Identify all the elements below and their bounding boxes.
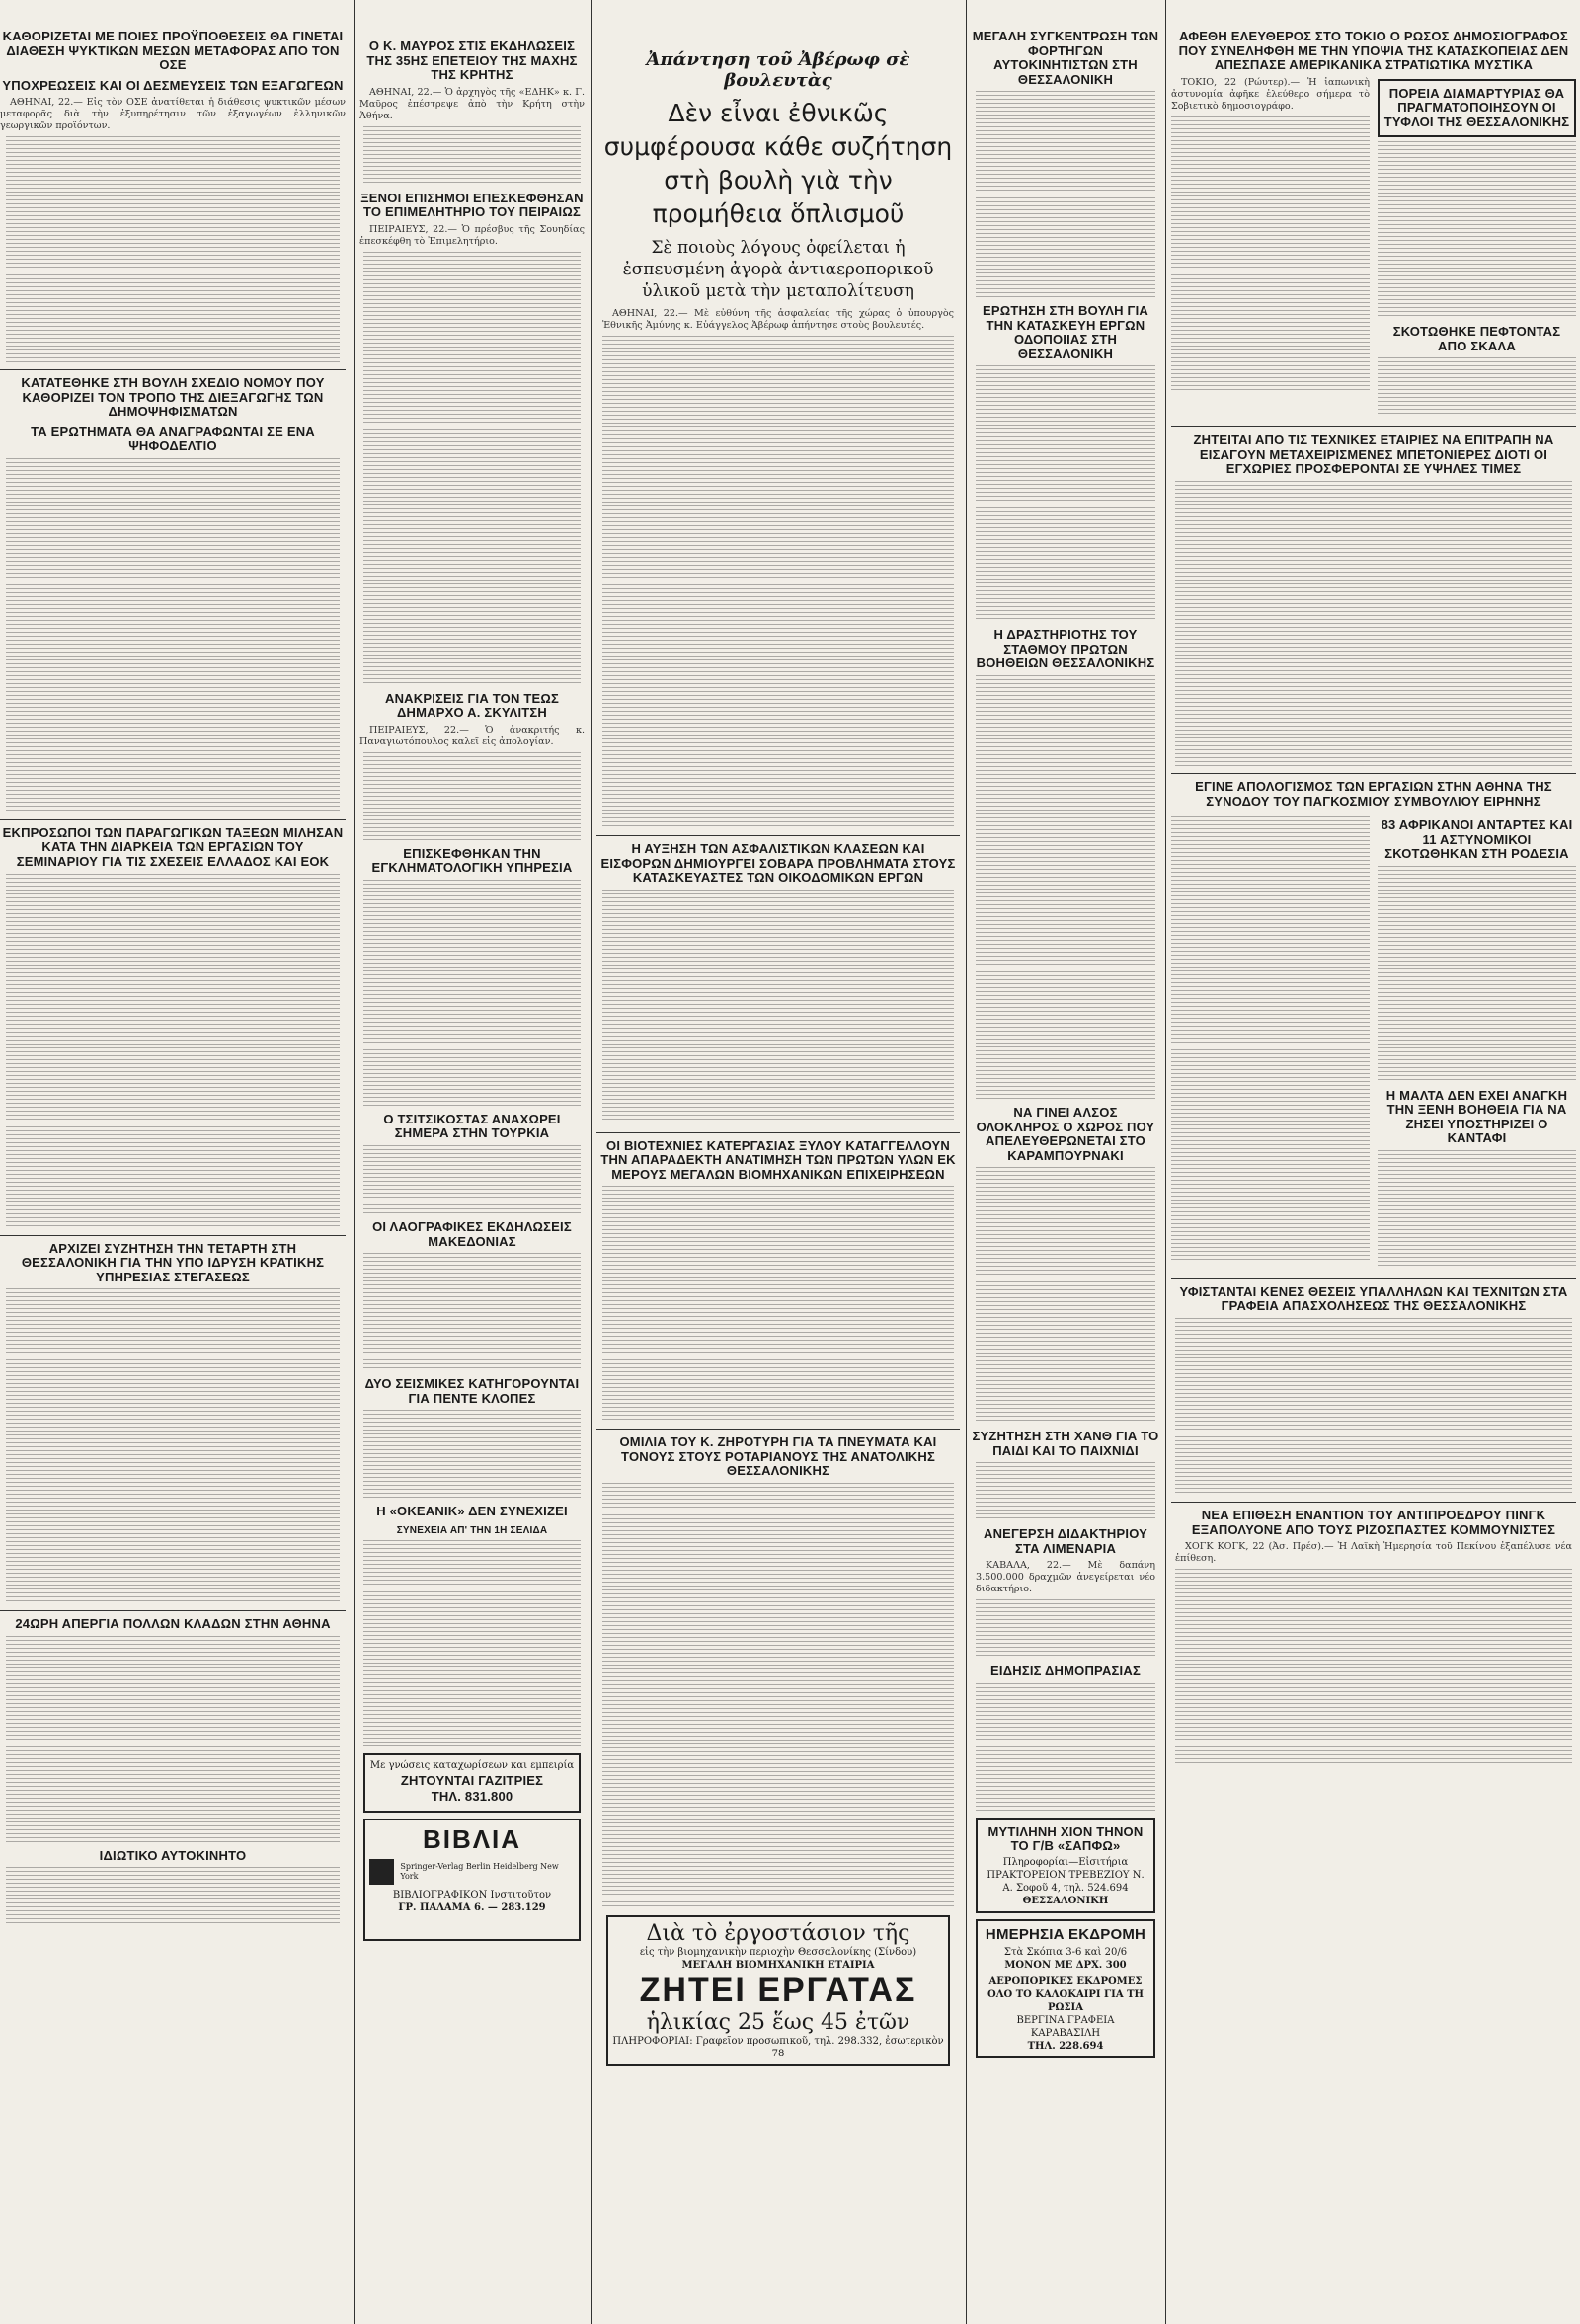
text-block bbox=[6, 874, 340, 1229]
text-block bbox=[1175, 481, 1572, 767]
text-block bbox=[363, 880, 581, 1107]
article-headline: ΞΕΝΟΙ ΕΠΙΣΗΜΟΙ ΕΠΕΣΚΕΦΘΗΣΑΝ ΤΟ ΕΠΙΜΕΛΗΤΗΡΙΟ ΤΟΥ ΠΕΙΡΑΙΩΣ bbox=[360, 190, 584, 220]
text-block bbox=[363, 1410, 581, 1499]
article-headline: 24ΩΡΗ ΑΠΕΡΓΙΑ ΠΟΛΛΩΝ ΚΛΑΔΩΝ ΣΤΗΝ ΑΘΗΝΑ bbox=[15, 1616, 331, 1632]
text-block bbox=[6, 1636, 340, 1843]
article-headline: ΣΥΖΗΤΗΣΗ ΣΤΗ ΧΑΝΘ ΓΙΑ ΤΟ ΠΑΙΔΙ ΚΑΙ ΤΟ ΠΑΙΧΝΙΔΙ bbox=[972, 1429, 1159, 1458]
publisher-logo-icon bbox=[369, 1859, 394, 1885]
main-headline: Δὲν εἶναι ἐθνικῶς συμφέρουσα κάθε συζήτηση στὴ βουλὴ γιὰ τὴν προμήθεια ὅπλισμοῦ bbox=[603, 99, 953, 228]
text-block bbox=[1171, 816, 1370, 1261]
text-block bbox=[363, 252, 581, 686]
article-body: ΠΕΙΡΑΙΕΥΣ, 22.— Ὁ ἀνακριτής κ. Παναγιωτόπουλος καλεῖ εἰς ἀπολογίαν. bbox=[359, 724, 585, 747]
column-2 bbox=[359, 0, 585, 1947]
highlight-box: ΠΟΡΕΙΑ ΔΙΑΜΑΡΤΥΡΙΑΣ ΘΑ ΠΡΑΓΜΑΤΟΠΟΙΗΣΟΥΝ ΟΙ ΤΥΦΛΟΙ ΤΗΣ ΘΕΣΣΑΛΟΝΙΚΗΣ bbox=[1378, 79, 1576, 138]
text-block bbox=[1378, 141, 1576, 319]
text-block bbox=[1175, 1318, 1572, 1496]
article-body: ΚΑΒΑΛΑ, 22.— Μὲ δαπάνη 3.500.000 δραχμῶν ἀνεγείρεται νέο διδακτήριο. bbox=[976, 1560, 1155, 1595]
text-block bbox=[6, 1288, 340, 1604]
article-subheadline: ΤΑ ΕΡΩΤΗΜΑΤΑ ΘΑ ΑΝΑΓΡΑΦΩΝΤΑΙ ΣΕ ΕΝΑ ΨΗΦΟΔΕΛΤΙΟ bbox=[31, 424, 315, 454]
text-block bbox=[363, 126, 581, 186]
column-1 bbox=[0, 0, 346, 1930]
text-block bbox=[363, 1253, 581, 1371]
column-rule bbox=[1165, 0, 1166, 2324]
article-headline: ΜΕΓΑΛΗ ΣΥΓΚΕΝΤΡΩΣΗ ΤΩΝ ΦΟΡΤΗΓΩΝ ΑΥΤΟΚΙΝΗΤΙΣΤΩΝ ΣΤΗ ΘΕΣΣΑΛΟΝΙΚΗ bbox=[972, 29, 1159, 87]
text-block bbox=[976, 365, 1155, 622]
article-headline: ΔΥΟ ΣΕΙΣΜΙΚΕΣ ΚΑΤΗΓΟΡΟΥΝΤΑΙ ΓΙΑ ΠΕΝΤΕ ΚΛΟΠΕΣ bbox=[364, 1376, 580, 1406]
text-block bbox=[976, 1462, 1155, 1521]
article-headline: ΕΓΙΝΕ ΑΠΟΛΟΓΙΣΜΟΣ ΤΩΝ ΕΡΓΑΣΙΩΝ ΣΤΗΝ ΑΘΗΝΑ ΤΗΣ ΣΥΝΟΔΟΥ ΤΟΥ ΠΑΓΚΟΣΜΙΟΥ ΣΥΜΒΟΥΛΙΟΥ ΕΙΡΗΝΗΣ bbox=[1195, 779, 1552, 809]
text-block bbox=[602, 890, 954, 1126]
text-block bbox=[976, 1167, 1155, 1424]
article-body: ΑΘΗΝΑΙ, 22.— Εἰς τὸν ΟΣΕ ἀνατίθεται ἡ διάθεσις ψυκτικῶν μέσων μεταφορᾶς διὰ τὴν ἐξυπηρέτησιν τῶν ἐξαγωγέων ἑλληνικῶν γεωργικῶν προϊόντων. bbox=[0, 97, 346, 132]
text-block bbox=[6, 136, 340, 363]
article-headline: ΑΝΑΚΡΙΣΕΙΣ ΓΙΑ ΤΟΝ ΤΕΩΣ ΔΗΜΑΡΧΟ Α. ΣΚΥΛΙΤΣΗ bbox=[384, 690, 559, 721]
article-kicker: Ἀπάντηση τοῦ Ἀβέρωφ σὲ βουλευτὰς bbox=[646, 49, 910, 91]
article-headline: ΑΡΧΙΖΕΙ ΣΥΖΗΤΗΣΗ ΤΗΝ ΤΕΤΑΡΤΗ ΣΤΗ ΘΕΣΣΑΛΟΝΙΚΗ ΓΙΑ ΤΗΝ ΥΠΟ ΙΔΡΥΣΗ ΚΡΑΤΙΚΗΣ ΥΠΗΡΕΣΙΑΣ ΣΤΕΓΑΣΕΩΣ bbox=[21, 1240, 325, 1284]
job-ad-title: ΖΗΤΕΙ ΕΡΓΑΤΑΣ bbox=[639, 1971, 917, 2009]
classified-ad: ΒΙΒΛΙΑ Springer-Verlag Berlin Heidelberg New York ΒΙΒΛΙΟΓΡΑΦΙΚΟΝ Ινστιτοῦτον ΓΡ. ΠΑΛΑΜΑ 6. — 283.129 bbox=[363, 1819, 581, 1941]
text-block bbox=[6, 458, 340, 813]
article-headline: ΟΙ ΒΙΟΤΕΧΝΙΕΣ ΚΑΤΕΡΓΑΣΙΑΣ ΞΥΛΟΥ ΚΑΤΑΓΓΕΛΛΟΥΝ ΤΗΝ ΑΠΑΡΑΔΕΚΤΗ ΑΝΑΤΙΜΗΣΗ ΤΩΝ ΠΡΩΤΩΝ ΥΛΩΝ ΕΚ ΜΕΡΟΥΣ ΜΕΓΑΛΩΝ ΒΙΟΜΗΧΑΝΙΚΩΝ ΕΠΙΧΕΙΡΗΣΕΩΝ bbox=[600, 1137, 956, 1182]
text-block bbox=[363, 1145, 581, 1214]
article-headline: Η ΑΥΞΗΣΗ ΤΩΝ ΑΣΦΑΛΙΣΤΙΚΩΝ ΚΛΑΣΕΩΝ ΚΑΙ ΕΙΣΦΟΡΩΝ ΔΗΜΙΟΥΡΓΕΙ ΣΟΒΑΡΑ ΠΡΟΒΛΗΜΑΤΑ ΣΤΟΥΣ ΚΑΤΑΣΚΕΥΑΣΤΕΣ ΤΩΝ ΟΙΚΟΔΟΜΙΚΩΝ ΕΡΓΩΝ bbox=[600, 841, 956, 886]
article-headline: ΕΚΠΡΟΣΩΠΟΙ ΤΩΝ ΠΑΡΑΓΩΓΙΚΩΝ ΤΑΞΕΩΝ ΜΙΛΗΣΑΝ ΚΑΤΑ ΤΗΝ ΔΙΑΡΚΕΙΑ ΤΩΝ ΕΡΓΑΣΙΩΝ ΤΟΥ ΣΕΜΙΝΑΡΙΟΥ ΓΙΑ ΤΙΣ ΣΧΕΣΕΙΣ ΕΛΛΑΔΟΣ ΚΑΙ ΕΟΚ bbox=[2, 824, 344, 870]
article-body: ΧΟΓΚ ΚΟΓΚ, 22 (Ἀσ. Πρέσ).— Ἡ Λαϊκὴ Ἡμερησία τοῦ Πεκίνου ἐξαπέλυσε νέα ἐπίθεση. bbox=[1175, 1541, 1572, 1565]
article-headline: ΣΚΟΤΩΘΗΚΕ ΠΕΦΤΟΝΤΑΣ ΑΠΟ ΣΚΑΛΑ bbox=[1392, 324, 1561, 353]
column-3 bbox=[596, 0, 960, 2074]
text-block bbox=[1378, 866, 1576, 1083]
article-body: ΑΘΗΝΑΙ, 22.— Μὲ εὐθύνη τῆς ἀσφαλείας τῆς χώρας ὁ ὑπουργὸς Ἐθνικῆς Ἀμύνης κ. Εὐάγγελος Ἀβέρωφ ἀπήντησε στοὺς βουλευτές. bbox=[602, 308, 954, 331]
article-headline: 83 ΑΦΡΙΚΑΝΟΙ ΑΝΤΑΡΤΕΣ ΚΑΙ 11 ΑΣΤΥΝΟΜΙΚΟΙ ΣΚΟΤΩΘΗΚΑΝ ΣΤΗ ΡΟΔΕΣΙΑ bbox=[1381, 817, 1573, 862]
column-rule bbox=[591, 0, 592, 2324]
article-headline: ΚΑΘΟΡΙΖΕΤΑΙ ΜΕ ΠΟΙΕΣ ΠΡΟΫΠΟΘΕΣΕΙΣ ΘΑ ΓΙΝΕΤΑΙ ΔΙΑΘΕΣΗ ΨΥΚΤΙΚΩΝ ΜΕΣΩΝ ΜΕΤΑΦΟΡΑΣ ΑΠΟ ΤΟΝ ΟΣΕ bbox=[2, 29, 344, 73]
article-headline: ΖΗΤΕΙΤΑΙ ΑΠΟ ΤΙΣ ΤΕΧΝΙΚΕΣ ΕΤΑΙΡΙΕΣ ΝΑ ΕΠΙΤΡΑΠΗ ΝΑ ΕΙΣΑΓΟΥΝ ΜΕΤΑΧΕΙΡΙΣΜΕΝΕΣ ΜΠΕΤΟΝΙΕΡΕΣ ΔΙΟΤΙ ΟΙ ΕΓΧΩΡΙΕΣ ΠΡΟΣΦΕΡΟΝΤΑΙ ΣΕ ΥΨΗΛΕΣ ΤΙΜΕΣ bbox=[1193, 432, 1554, 477]
article-headline: Η ΜΑΛΤΑ ΔΕΝ ΕΧΕΙ ΑΝΑΓΚΗ ΤΗΝ ΞΕΝΗ ΒΟΗΘΕΙΑ ΓΙΑ ΝΑ ΖΗΣΕΙ ΥΠΟΣΤΗΡΙΖΕΙ Ο ΚΑΝΤΑΦΙ bbox=[1385, 1087, 1568, 1146]
article-headline: ΚΑΤΑΤΕΘΗΚΕ ΣΤΗ ΒΟΥΛΗ ΣΧΕΔΙΟ ΝΟΜΟΥ ΠΟΥ ΚΑΘΟΡΙΖΕΙ ΤΟΝ ΤΡΟΠΟ ΤΗΣ ΔΙΕΞΑΓΩΓΗΣ ΤΩΝ ΔΗΜΟΨΗΦΙΣΜΑΤΩΝ bbox=[21, 375, 325, 420]
article-headline: ΕΠΙΣΚΕΦΘΗΚΑΝ ΤΗΝ ΕΓΚΛΗΜΑΤΟΛΟΓΙΚΗ ΥΠΗΡΕΣΙΑ bbox=[371, 845, 573, 876]
text-block bbox=[976, 91, 1155, 298]
article-subheadline: ΥΠΟΧΡΕΩΣΕΙΣ ΚΑΙ ΟΙ ΔΕΣΜΕΥΣΕΙΣ ΤΩΝ ΕΞΑΓΩΓΕΩΝ bbox=[2, 77, 344, 93]
travel-ad: ΜΥΤΙΛΗΝΗ ΧΙΟΝ ΤΗΝΟΝ ΤΟ Γ/Β «ΣΑΠΦΩ» Πληροφορίαι—Εἰσιτήρια ΠΡΑΚΤΟΡΕΙΟΝ ΤΡΕΒΕΖΙΟΥ Ν. Α. Σοφοῦ 4, τηλ. 524.694 ΘΕΣΣΑΛΟΝΙΚΗ bbox=[976, 1818, 1155, 1913]
text-block bbox=[976, 1683, 1155, 1812]
article-headline: ΑΝΕΓΕΡΣΗ ΔΙΔΑΚΤΗΡΙΟΥ ΣΤΑ ΛΙΜΕΝΑΡΙΑ bbox=[983, 1526, 1148, 1556]
job-ad: Διὰ τὸ ἐργοστάσιον τῆς εἰς τὴν βιομηχανικὴν περιοχὴν Θεσσαλονίκης (Σίνδου) ΜΕΓΑΛΗ ΒΙΟΜΗΧΑΝΙΚΗ ΕΤΑΙΡΙΑ ΖΗΤΕΙ ΕΡΓΑΤΑΣ ἡλικίας 25 ἕως 45 ἐτῶν ΠΛΗΡΟΦΟΡΙΑΙ: Γραφεῖον προσωπικοῦ, τηλ. 298.332, ἐσωτερικὸν 78 bbox=[606, 1915, 950, 2066]
article-headline: Η «ΟΚΕΑΝΙΚ» ΔΕΝ ΣΥΝΕΧΙΖΕΙ bbox=[376, 1504, 568, 1519]
article-headline: ΙΔΙΩΤΙΚΟ ΑΥΤΟΚΙΝΗΤΟ bbox=[99, 1847, 247, 1863]
text-block bbox=[6, 1867, 340, 1926]
article-headline: ΝΑ ΓΙΝΕΙ ΑΛΣΟΣ ΟΛΟΚΛΗΡΟΣ Ο ΧΩΡΟΣ ΠΟΥ ΑΠΕΛΕΥΘΕΡΩΝΕΤΑΙ ΣΤΟ ΚΑΡΑΜΠΟΥΡΝΑΚΙ bbox=[976, 1105, 1155, 1163]
article-headline: ΟΙ ΛΑΟΓΡΑΦΙΚΕΣ ΕΚΔΗΛΩΣΕΙΣ ΜΑΚΕΔΟΝΙΑΣ bbox=[372, 1219, 572, 1249]
text-block bbox=[976, 1599, 1155, 1659]
text-block bbox=[1378, 357, 1576, 417]
article-body: ΤΟΚΙΟ, 22 (Ρώυτερ).— Ἡ ἰαπωνικὴ ἀστυνομία ἀφῆκε ἐλεύθερο σήμερα τὸ Σοβιετικὸ δημοσιογράφο. bbox=[1171, 76, 1370, 112]
text-block bbox=[1175, 1569, 1572, 1766]
classified-ad: Με γνώσεις καταχωρίσεων και εμπειρία ΖΗΤΟΥΝΤΑΙ ΓΑΖΙΤΡΙΕΣ ΤΗΛ. 831.800 bbox=[363, 1753, 581, 1813]
article-headline: Ο ΤΣΙΤΣΙΚΟΣΤΑΣ ΑΝΑΧΩΡΕΙ ΣΗΜΕΡΑ ΣΤΗΝ ΤΟΥΡΚΙΑ bbox=[383, 1111, 561, 1141]
text-block bbox=[363, 752, 581, 841]
article-headline: ΝΕΑ ΕΠΙΘΕΣΗ ΕΝΑΝΤΙΟΝ ΤΟΥ ΑΝΤΙΠΡΟΕΔΡΟΥ ΠΙΝΓΚ ΕΞΑΠΟΛΥΟΝΕ ΑΠΟ ΤΟΥΣ ΡΙΖΟΣΠΑΣΤΕΣ ΚΟΜΜΟΥΝΙΣΤΕΣ bbox=[1191, 1508, 1556, 1537]
text-block bbox=[602, 1483, 954, 1907]
text-block bbox=[1378, 1150, 1576, 1269]
article-subheadline: ΣΥΝΕΧΕΙΑ ΑΠ' ΤΗΝ 1Η ΣΕΛΙΔΑ bbox=[396, 1524, 548, 1536]
article-headline: ΟΜΙΛΙΑ ΤΟΥ Κ. ΖΗΡΟΤΥΡΗ ΓΙΑ ΤΑ ΠΝΕΥΜΑΤΑ ΚΑΙ ΤΟΝΟΥΣ ΣΤΟΥΣ ΡΟΤΑΡΙΑΝΟΥΣ ΤΗΣ ΑΝΑΤΟΛΙΚΗΣ ΘΕΣΣΑΛΟΝΙΚΗΣ bbox=[619, 1434, 937, 1479]
column-4 bbox=[972, 0, 1159, 2064]
text-block bbox=[363, 1540, 581, 1747]
article-headline: ΥΦΙΣΤΑΝΤΑΙ ΚΕΝΕΣ ΘΕΣΕΙΣ ΥΠΑΛΛΗΛΩΝ ΚΑΙ ΤΕΧΝΙΤΩΝ ΣΤΑ ΓΡΑΦΕΙΑ ΑΠΑΣΧΟΛΗΣΕΩΣ ΤΗΣ ΘΕΣΣΑΛΟΝΙΚΗΣ bbox=[1179, 1283, 1568, 1314]
article-deck: Σὲ ποιοὺς λόγους ὀφείλεται ἡ ἐσπευσμένη ἀγορὰ ἀντιαεροπορικοῦ ὑλικοῦ μετὰ τὴν μεταπολίτευση bbox=[622, 238, 934, 301]
article-body: ΠΕΙΡΑΙΕΥΣ, 22.— Ὁ πρέσβυς τῆς Σουηδίας ἐπεσκέφθη τὸ Ἐπιμελητήριο. bbox=[359, 223, 585, 247]
column-5 bbox=[1171, 0, 1576, 1770]
text-block bbox=[1171, 116, 1370, 393]
text-block bbox=[602, 1186, 954, 1423]
excursion-ad: ΗΜΕΡΗΣΙΑ ΕΚΔΡΟΜΗ Στὰ Σκόπια 3-6 καὶ 20/6 ΜΟΝΟΝ ΜΕ ΔΡΧ. 300 ΑΕΡΟΠΟΡΙΚΕΣ ΕΚΔΡΟΜΕΣ ΟΛΟ ΤΟ ΚΑΛΟΚΑΙΡΙ ΓΙΑ ΤΗ ΡΩΣΙΑ ΒΕΡΓΙΝΑ ΓΡΑΦΕΙΑ ΚΑΡΑΒΑΣΙΛΗ ΤΗΛ. 228.694 bbox=[976, 1919, 1155, 2058]
column-rule bbox=[966, 0, 967, 2324]
article-headline: ΑΦΕΘΗ ΕΛΕΥΘΕΡΟΣ ΣΤΟ ΤΟΚΙΟ Ο ΡΩΣΟΣ ΔΗΜΟΣΙΟΓΡΑΦΟΣ ΠΟΥ ΣΥΝΕΛΗΦΘΗ ΜΕ ΤΗΝ ΥΠΟΨΙΑ ΤΗΣ ΚΑΤΑΣΚΟΠΕΙΑΣ ΔΕΝ ΑΠΕΣΠΑΣΕ ΑΜΕΡΙΚΑΝΙΚΑ ΣΤΡΑΤΙΩΤΙΚΑ ΜΥΣΤΙΚΑ bbox=[1178, 29, 1569, 73]
article-headline: Ο Κ. ΜΑΥΡΟΣ ΣΤΙΣ ΕΚΔΗΛΩΣΕΙΣ ΤΗΣ 35ΗΣ ΕΠΕΤΕΙΟΥ ΤΗΣ ΜΑΧΗΣ ΤΗΣ ΚΡΗΤΗΣ bbox=[366, 39, 578, 83]
article-headline: ΕΡΩΤΗΣΗ ΣΤΗ ΒΟΥΛΗ ΓΙΑ ΤΗΝ ΚΑΤΑΣΚΕΥΗ ΕΡΓΩΝ ΟΔΟΠΟΙΙΑΣ ΣΤΗ ΘΕΣΣΑΛΟΝΙΚΗ bbox=[983, 303, 1148, 361]
article-headline: ΕΙΔΗΣΙΣ ΔΗΜΟΠΡΑΣΙΑΣ bbox=[990, 1664, 1141, 1679]
column-rule bbox=[354, 0, 355, 2324]
article-body: ΑΘΗΝΑΙ, 22.— Ὁ ἀρχηγὸς τῆς «ΕΔΗΚ» κ. Γ. Μαῦρος ἐπέστρεψε ἀπὸ τὴν Κρήτη στὴν Ἀθήνα. bbox=[359, 86, 585, 121]
text-block bbox=[602, 336, 954, 829]
text-block bbox=[976, 675, 1155, 1100]
article-headline: Η ΔΡΑΣΤΗΡΙΟΤΗΣ ΤΟΥ ΣΤΑΘΜΟΥ ΠΡΩΤΩΝ ΒΟΗΘΕΙΩΝ ΘΕΣΣΑΛΟΝΙΚΗΣ bbox=[976, 627, 1155, 671]
